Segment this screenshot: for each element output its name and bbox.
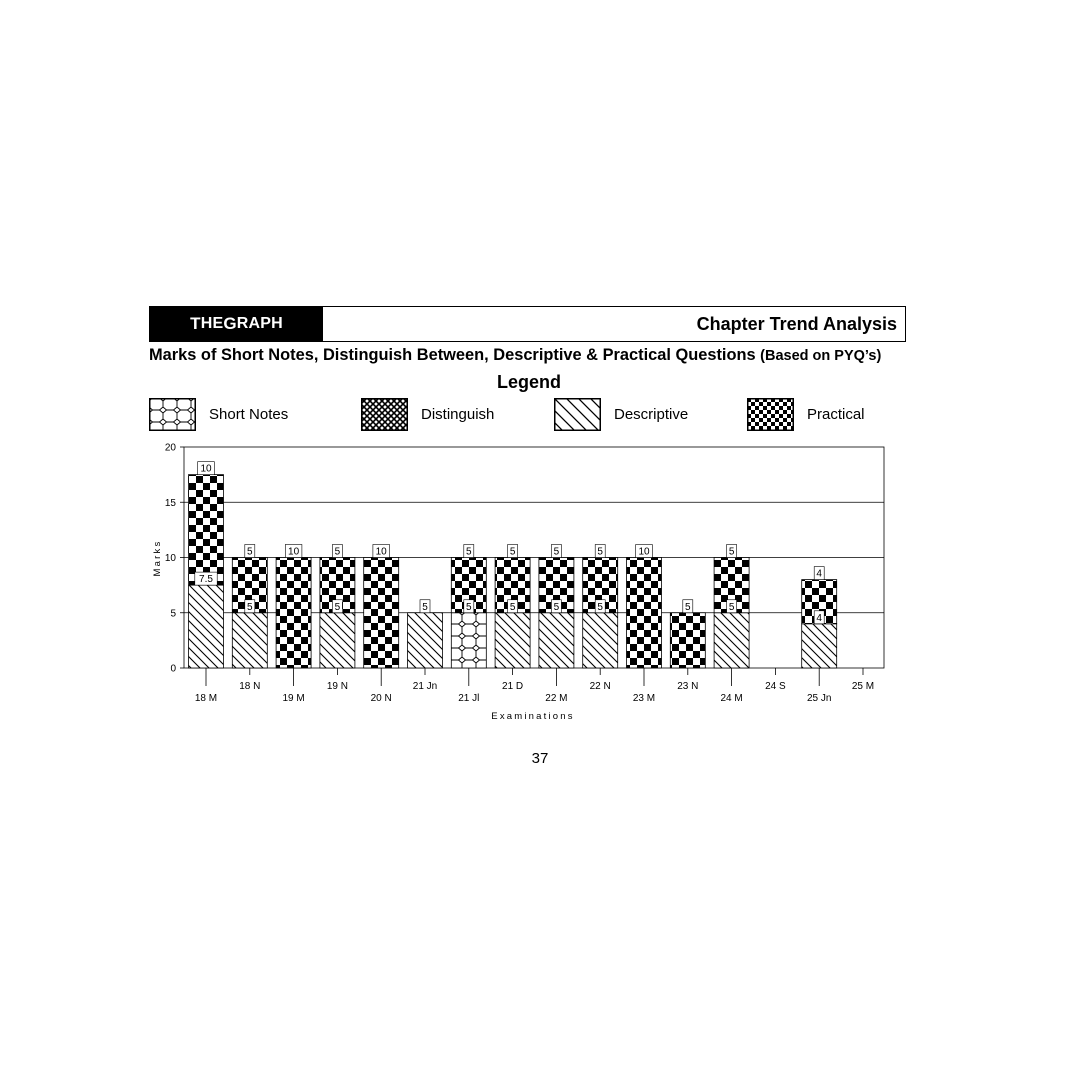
bar-segment-descriptive [495, 613, 530, 668]
subtitle-main: Marks of Short Notes, Distinguish Between, Descriptive & Practical Questions [149, 346, 761, 364]
data-label: 5 [466, 546, 472, 558]
x-tick-label: 24 S [765, 681, 786, 692]
y-tick-label: 20 [164, 442, 176, 454]
data-label: 10 [638, 546, 650, 558]
header-label-rest-1: HE [200, 315, 224, 332]
data-label: 10 [200, 463, 212, 475]
x-tick-label: 20 N [370, 693, 392, 704]
data-label: 10 [288, 546, 300, 558]
x-tick-label: 19 M [282, 693, 305, 704]
data-label: 5 [509, 546, 516, 558]
bar-segment-descriptive [320, 613, 355, 668]
y-tick-label: 5 [170, 608, 176, 620]
page-number: 37 [531, 750, 549, 767]
x-tick-label: 18 M [194, 693, 218, 704]
y-tick-label: 0 [170, 663, 176, 675]
data-label: 5 [685, 601, 691, 613]
data-label: 5 [334, 546, 341, 558]
x-tick-label: 18 N [239, 681, 261, 692]
legend-label: Descriptive [614, 405, 689, 423]
header-label-cap-1: T [190, 314, 201, 333]
x-tick-label: 25 Jn [806, 693, 832, 704]
bar-segment-descriptive [189, 585, 224, 668]
data-label: 5 [728, 601, 735, 613]
header-title: Chapter Trend Analysis [696, 313, 897, 334]
x-tick-label: 21 D [502, 681, 524, 692]
x-tick-label: 23 N [677, 681, 699, 692]
x-tick-label: 21 Jn [412, 681, 438, 692]
data-label: 5 [247, 546, 253, 558]
data-label: 4 [816, 568, 822, 580]
x-tick-label: 22 N [589, 681, 611, 692]
x-tick-label: 19 N [326, 681, 348, 692]
y-tick-label: 10 [164, 553, 176, 564]
legend-label: Short Notes [209, 405, 289, 423]
x-tick-label: 21 Jl [458, 693, 480, 704]
bar-segment-descriptive [714, 613, 749, 668]
data-label: 5 [247, 601, 253, 613]
bar-segment-practical [364, 558, 399, 669]
x-tick-label: 25 M [851, 681, 875, 692]
data-label: 5 [553, 601, 560, 613]
data-label: 10 [375, 546, 387, 558]
bar-segment-practical [670, 613, 705, 668]
chart-plot [152, 443, 884, 723]
x-axis-title: Examinations [491, 711, 575, 722]
legend-title: Legend [496, 372, 561, 392]
bar-segment-practical [627, 558, 662, 669]
data-label: 5 [553, 546, 560, 558]
x-tick-label: 23 M [632, 693, 656, 704]
data-label: 7.5 [199, 574, 213, 586]
bar-segment-practical [189, 475, 224, 586]
header-label-rest-2: RAPH [236, 315, 283, 332]
data-label: 5 [597, 601, 603, 613]
data-label: 5 [422, 601, 428, 613]
data-label: 4 [816, 612, 822, 624]
data-label: 5 [334, 601, 341, 613]
subtitle-suffix: (Based on PYQ’s) [760, 348, 882, 364]
x-tick-label: 22 M [545, 693, 568, 704]
data-label: 5 [466, 601, 472, 613]
bar-segment-descriptive [232, 613, 267, 668]
y-axis-title: Marks [152, 539, 163, 577]
legend-label: Practical [807, 405, 865, 423]
bar-segment-descriptive [802, 624, 837, 668]
bar-segment-practical [276, 558, 311, 669]
data-label: 5 [509, 601, 516, 613]
bar-segment-short-notes [451, 613, 486, 668]
data-label: 5 [597, 546, 603, 558]
data-label: 5 [728, 546, 735, 558]
bar-segment-descriptive [583, 613, 618, 668]
bar-segment-descriptive [539, 613, 574, 668]
header-label-cap-2: G [223, 314, 237, 333]
legend-label: Distinguish [421, 405, 495, 423]
y-tick-label: 15 [164, 497, 176, 509]
bar-segment-descriptive [408, 613, 443, 668]
x-tick-label: 24 M [720, 693, 743, 704]
